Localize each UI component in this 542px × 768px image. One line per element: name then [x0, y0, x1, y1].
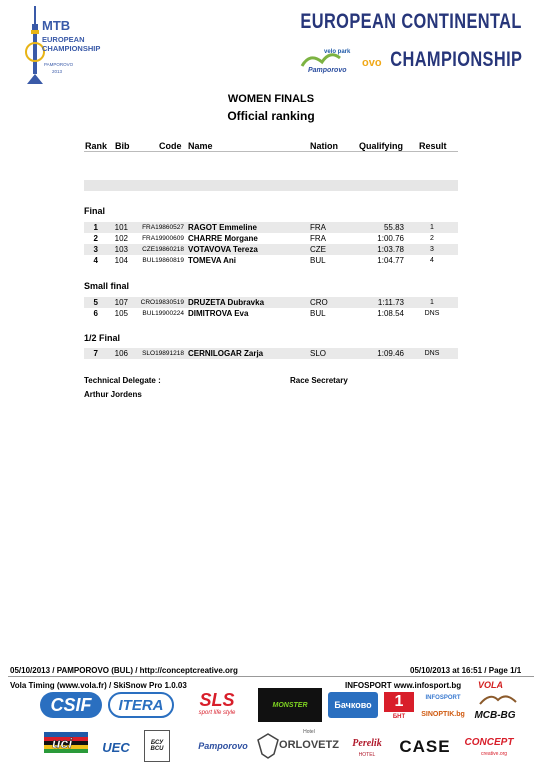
velo-park-swoosh-icon — [302, 55, 340, 66]
sls-slogan: sport life style — [198, 710, 236, 716]
bib: 104 — [114, 256, 128, 265]
bcu-latin: BCU — [150, 746, 164, 752]
table-row — [84, 244, 458, 255]
csif-logo: CSIF — [40, 692, 102, 718]
athlete-name: CERNILOGAR Zarja — [188, 349, 264, 358]
athlete-name: RAGOT Emmeline — [188, 223, 257, 232]
technical-delegate-name: Arthur Jordens — [84, 390, 142, 399]
bird-emblem-icon — [478, 690, 518, 708]
bib: 101 — [114, 223, 128, 232]
mtb-championship-logo — [22, 6, 112, 98]
col-result-header: Result — [419, 141, 447, 151]
result: DNS — [424, 350, 440, 357]
rank: 6 — [93, 309, 98, 318]
nation: BUL — [310, 309, 326, 318]
monster-energy-logo — [258, 688, 322, 722]
qualifying-time: 1:03.78 — [377, 245, 404, 254]
document-subtitle: Official ranking — [227, 109, 315, 123]
result: 1 — [430, 224, 434, 231]
bnt-1-logo: 1 — [384, 692, 414, 712]
header-divider — [84, 151, 458, 152]
nation: CZE — [310, 245, 326, 254]
rank: 1 — [93, 223, 98, 232]
rank: 5 — [93, 298, 98, 307]
footer-timing: Vola Timing (www.vola.fr) / SkiSnow Pro 1.0.03 — [10, 681, 187, 690]
athlete-name: TOMEVA Ani — [188, 256, 236, 265]
concept-sub: creative.org — [480, 751, 508, 757]
code: CZE19860218 — [142, 246, 184, 253]
bcu-logo — [144, 730, 170, 762]
orlovetz-logo: ORLOVETZ — [279, 739, 339, 751]
table-row — [84, 348, 458, 359]
monster-text: MONSTER — [272, 701, 308, 709]
code: FRA19860527 — [142, 224, 184, 231]
rank: 2 — [93, 234, 98, 243]
col-qualifying-header: Qualifying — [359, 141, 404, 151]
eagle-icon — [256, 732, 280, 760]
result: 1 — [430, 299, 434, 306]
col-bib-header: Bib — [115, 141, 130, 151]
logo-pamporovo: PAMPOROVO — [44, 62, 74, 67]
infosport-logo: INFOSPORT — [425, 695, 461, 701]
race-secretary-label: Race Secretary — [290, 376, 348, 385]
result: 3 — [430, 246, 434, 253]
code: SLO19891218 — [142, 350, 184, 357]
code: BUL19860819 — [142, 257, 184, 264]
case-logo: CASE — [399, 737, 451, 756]
qualifying-time: 1:08.54 — [377, 309, 404, 318]
col-name-header: Name — [188, 141, 213, 151]
code: BUL19900224 — [142, 310, 184, 317]
rank: 3 — [93, 245, 98, 254]
pamporovo-text: Pamporovo — [308, 67, 347, 74]
bnt-text: БНТ — [392, 713, 406, 720]
athlete-name: DRUZETA Dubravka — [188, 298, 265, 307]
col-rank-header: Rank — [85, 141, 108, 151]
vola-logo: VOLA — [478, 680, 504, 690]
sls-logo: SLS — [199, 689, 235, 710]
uec-logo: UEC — [102, 739, 130, 755]
logo-european: EUROPEAN — [42, 35, 85, 44]
bib: 103 — [114, 245, 128, 254]
ovo-text: ovo — [362, 57, 382, 69]
nation: FRA — [310, 234, 326, 243]
qualifying-time: 1:00.76 — [377, 234, 404, 243]
nation: SLO — [310, 349, 327, 358]
table-row — [84, 308, 458, 319]
logo-mtb: MTB — [42, 18, 71, 33]
code: FRA19900609 — [142, 235, 184, 242]
championship-line-2: CHAMPIONSHIP — [389, 48, 522, 71]
championship-line-1: EUROPEAN CONTINENTAL — [300, 10, 522, 33]
bib: 106 — [114, 349, 128, 358]
bib: 107 — [114, 298, 128, 307]
spacer-band — [84, 180, 458, 191]
pamporovo-logo: Pamporovo — [198, 741, 248, 751]
athlete-name: DIMITROVA Eva — [188, 309, 249, 318]
section-half-final-label: 1/2 Final — [84, 333, 121, 343]
bcu-text: БСУ — [150, 740, 164, 746]
perelik-hotel-label: HOTEL — [358, 752, 376, 758]
footer-left: 05/10/2013 / PAMPOROVO (BUL) / http://conceptcreative.org — [10, 666, 238, 675]
hotel-label: Hotel — [303, 729, 315, 735]
code: CRO19830519 — [140, 299, 184, 306]
result: DNS — [424, 310, 440, 317]
result: 4 — [430, 257, 434, 264]
nation: CRO — [310, 298, 328, 307]
velo-park-pamporovo-ovo-logos — [300, 44, 395, 74]
table-row — [84, 297, 458, 308]
bib: 102 — [114, 234, 128, 243]
nation: BUL — [310, 256, 326, 265]
section-final-label: Final — [84, 206, 106, 216]
col-code-header: Code — [159, 141, 182, 151]
perelik-logo: Perelik — [352, 737, 382, 749]
table-row — [84, 233, 458, 244]
sinoptik-logo: SINOPTIK.bg — [421, 710, 465, 718]
footer-infosport: INFOSPORT www.infosport.bg — [345, 681, 462, 690]
qualifying-time: 55.83 — [383, 223, 404, 232]
mcb-bg-logo: MCB-BG — [474, 709, 516, 721]
bib: 105 — [114, 309, 128, 318]
footer-right: 05/10/2013 at 16:51 / Page 1/1 — [410, 666, 522, 675]
table-row — [84, 255, 458, 266]
qualifying-time: 1:09.46 — [377, 349, 404, 358]
nation: FRA — [310, 223, 326, 232]
result: 2 — [430, 235, 434, 242]
athlete-name: VOTAVOVA Tereza — [188, 245, 258, 254]
section-small-final-label: Small final — [84, 281, 130, 291]
rank: 7 — [93, 349, 98, 358]
document-title: WOMEN FINALS — [227, 93, 315, 105]
qualifying-time: 1:04.77 — [377, 256, 404, 265]
rank: 4 — [93, 256, 98, 265]
qualifying-time: 1:11.73 — [377, 298, 404, 307]
logo-championship: CHAMPIONSHIP — [42, 44, 101, 53]
concept-logo: CONCEPT — [464, 736, 514, 748]
velo-park-text: velo park — [324, 49, 351, 55]
table-row — [84, 222, 458, 233]
uci-logo — [44, 732, 88, 760]
col-nation-header: Nation — [310, 141, 338, 151]
bachkovo-logo: Бачково — [328, 692, 378, 718]
uci-text: uci — [52, 735, 73, 751]
itera-logo: ITERA — [108, 692, 174, 718]
technical-delegate-label: Technical Delegate : — [84, 376, 161, 385]
logo-year: 2013 — [52, 69, 63, 74]
footer-divider — [8, 676, 534, 677]
athlete-name: CHARRE Morgane — [188, 234, 258, 243]
